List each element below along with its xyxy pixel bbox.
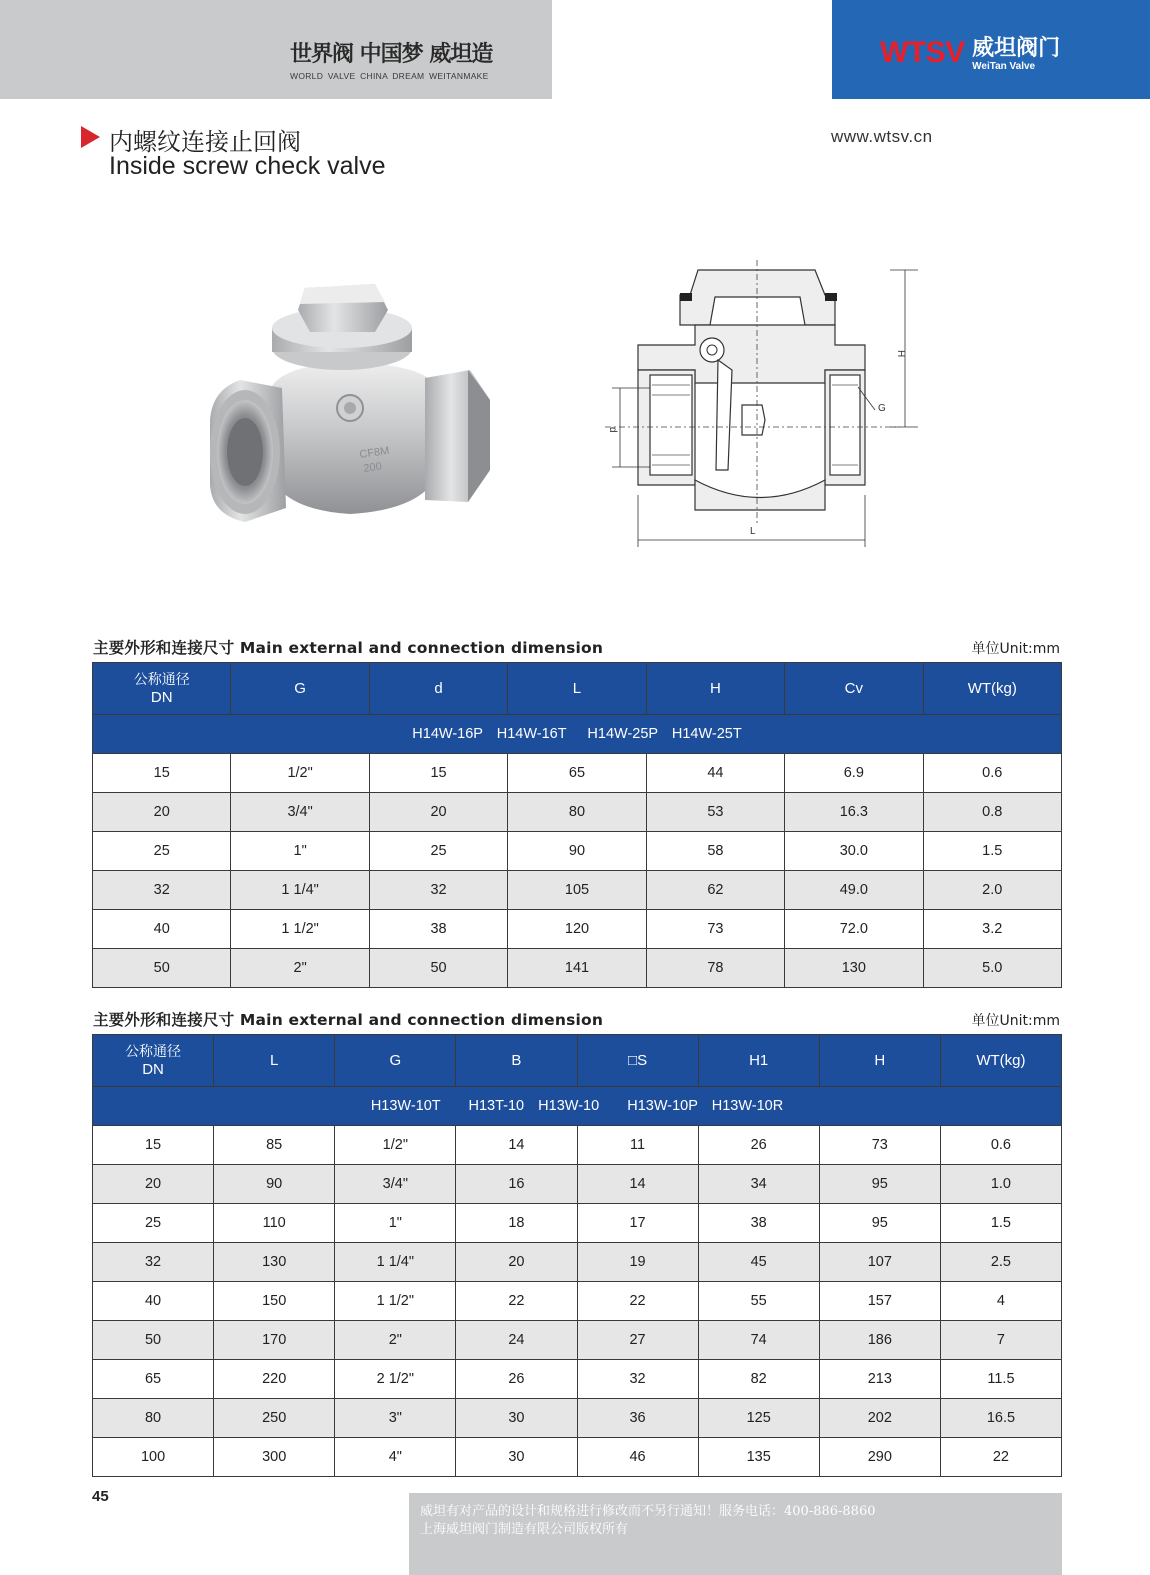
table-cell: 44 — [646, 754, 784, 793]
table-cell: 90 — [508, 832, 646, 871]
valve-photo — [200, 270, 500, 540]
table-cell: 16 — [456, 1165, 577, 1204]
table-cell: 150 — [214, 1282, 335, 1321]
table-cell: 73 — [819, 1126, 940, 1165]
table-cell: 186 — [819, 1321, 940, 1360]
table-cell: 72.0 — [785, 910, 923, 949]
table-cell: 34 — [698, 1165, 819, 1204]
table-cell: 1 1/2" — [231, 910, 369, 949]
table-cell: 3.2 — [923, 910, 1061, 949]
slogan — [290, 37, 540, 81]
table-cell: 3" — [335, 1399, 456, 1438]
table-cell: 100 — [93, 1438, 214, 1477]
table-row — [93, 793, 1062, 832]
table-row — [93, 1399, 1062, 1438]
table1-body — [93, 754, 1062, 988]
table-cell: 1 1/2" — [335, 1282, 456, 1321]
table-row — [93, 1321, 1062, 1360]
dim-label-l: L — [750, 526, 756, 537]
table-row — [93, 1165, 1062, 1204]
dim-label-g: G — [878, 403, 886, 414]
table-cell: 2 1/2" — [335, 1360, 456, 1399]
model-numbers: H14W-16P H14W-16T H14W-25P H14W-25T — [93, 715, 1062, 754]
table-cell: 95 — [819, 1165, 940, 1204]
brand-name-english: WeiTan Valve — [972, 61, 1036, 72]
table-cell: 45 — [698, 1243, 819, 1282]
product-title-english: Inside screw check valve — [109, 152, 386, 180]
table-cell: 26 — [456, 1360, 577, 1399]
table-row — [93, 754, 1062, 793]
table-cell: 0.6 — [940, 1126, 1061, 1165]
table-cell: 1/2" — [231, 754, 369, 793]
table-cell: 141 — [508, 949, 646, 988]
table-cell: 16.3 — [785, 793, 923, 832]
column-header-dn-chinese: 公称通径 — [133, 671, 190, 688]
table-cell: 30 — [456, 1438, 577, 1477]
table-cell: 38 — [698, 1204, 819, 1243]
table-cell: 50 — [93, 1321, 214, 1360]
table-cell: 220 — [214, 1360, 335, 1399]
table-cell: 22 — [940, 1438, 1061, 1477]
table-cell: 7 — [940, 1321, 1061, 1360]
table-cell: 62 — [646, 871, 784, 910]
table-cell: 4" — [335, 1438, 456, 1477]
table-cell: 58 — [646, 832, 784, 871]
table-cell: 15 — [93, 754, 231, 793]
svg-text:CF8M: CF8M — [358, 444, 391, 461]
table-row — [93, 832, 1062, 871]
brand-wtsv: WTSV — [880, 36, 965, 69]
footer-notice-line2: 上海威坦阀门制造有限公司版权所有 — [420, 1522, 629, 1537]
table-cell: 130 — [214, 1243, 335, 1282]
header-slogan-band — [0, 0, 552, 99]
table-cell: 1.5 — [940, 1204, 1061, 1243]
table-cell: 15 — [93, 1126, 214, 1165]
table-cell: 26 — [698, 1126, 819, 1165]
table-cell: 2.5 — [940, 1243, 1061, 1282]
table-cell: 18 — [456, 1204, 577, 1243]
table-row — [93, 1438, 1062, 1477]
valve-section-drawing — [600, 255, 940, 555]
table-cell: 50 — [369, 949, 507, 988]
column-header: d — [369, 663, 507, 715]
table-cell: 290 — [819, 1438, 940, 1477]
table-cell: 30 — [456, 1399, 577, 1438]
table-row — [93, 1243, 1062, 1282]
table-cell: 65 — [93, 1360, 214, 1399]
table-cell: 0.6 — [923, 754, 1061, 793]
table-cell: 1 1/4" — [335, 1243, 456, 1282]
table-cell: 1 1/4" — [231, 871, 369, 910]
table1-unit: 单位Unit:mm — [971, 641, 1060, 657]
table-cell: 30.0 — [785, 832, 923, 871]
table-cell: 130 — [785, 949, 923, 988]
website-url: www.wtsv.cn — [831, 127, 933, 146]
brand-logo — [880, 36, 1060, 72]
table-cell: 6.9 — [785, 754, 923, 793]
column-header: L — [214, 1035, 335, 1087]
svg-text:200: 200 — [362, 460, 383, 475]
table-cell: 1.0 — [940, 1165, 1061, 1204]
table-cell: 55 — [698, 1282, 819, 1321]
table-cell: 24 — [456, 1321, 577, 1360]
table-cell: 49.0 — [785, 871, 923, 910]
table-row — [93, 1360, 1062, 1399]
table-cell: 157 — [819, 1282, 940, 1321]
table-cell: 25 — [93, 832, 231, 871]
table-row — [93, 1126, 1062, 1165]
table-cell: 1/2" — [335, 1126, 456, 1165]
table-cell: 105 — [508, 871, 646, 910]
table-cell: 90 — [214, 1165, 335, 1204]
brand-name — [972, 36, 1060, 72]
table-row — [93, 910, 1062, 949]
table2-heading: 主要外形和连接尺寸 Main external and connection dimension — [93, 1011, 604, 1029]
column-header-dn-english: DN — [150, 688, 173, 706]
table-cell: 17 — [577, 1204, 698, 1243]
title-arrow-icon — [81, 126, 100, 148]
table-cell: 25 — [93, 1204, 214, 1243]
table2-body — [93, 1126, 1062, 1477]
table-cell: 32 — [93, 871, 231, 910]
table-cell: 85 — [214, 1126, 335, 1165]
column-header: L — [508, 663, 646, 715]
column-header: □S — [577, 1035, 698, 1087]
table-cell: 32 — [93, 1243, 214, 1282]
table-cell: 80 — [93, 1399, 214, 1438]
table2-unit: 单位Unit:mm — [971, 1013, 1060, 1029]
table-row — [93, 949, 1062, 988]
table-cell: 22 — [577, 1282, 698, 1321]
table-cell: 46 — [577, 1438, 698, 1477]
table-cell: 78 — [646, 949, 784, 988]
column-header: B — [456, 1035, 577, 1087]
dim-label-h: H — [895, 350, 906, 358]
table-cell: 300 — [214, 1438, 335, 1477]
table-cell: 5.0 — [923, 949, 1061, 988]
column-header: H — [819, 1035, 940, 1087]
table-cell: 22 — [456, 1282, 577, 1321]
table-cell: 50 — [93, 949, 231, 988]
table-cell: 3/4" — [231, 793, 369, 832]
table-cell: 73 — [646, 910, 784, 949]
column-header-dn-english: DN — [142, 1060, 164, 1078]
table-cell: 250 — [214, 1399, 335, 1438]
model-row — [93, 1087, 1062, 1126]
table-cell: 20 — [369, 793, 507, 832]
column-header: H — [646, 663, 784, 715]
table-cell: 14 — [577, 1165, 698, 1204]
table-cell: 15 — [369, 754, 507, 793]
table-cell: 20 — [93, 1165, 214, 1204]
table-cell: 36 — [577, 1399, 698, 1438]
table-cell: 110 — [214, 1204, 335, 1243]
table-cell: 40 — [93, 910, 231, 949]
table-cell: 1" — [231, 832, 369, 871]
model-row — [93, 715, 1062, 754]
table-cell: 32 — [369, 871, 507, 910]
column-header: WT(kg) — [940, 1035, 1061, 1087]
header-brand-band — [832, 0, 1150, 99]
table-cell: 125 — [698, 1399, 819, 1438]
table-cell: 1" — [335, 1204, 456, 1243]
table-cell: 11 — [577, 1126, 698, 1165]
column-header-dn — [93, 1035, 214, 1087]
table-row — [93, 1204, 1062, 1243]
product-title-chinese: 内螺纹连接止回阀 — [109, 128, 301, 156]
column-header: G — [335, 1035, 456, 1087]
table-cell: 202 — [819, 1399, 940, 1438]
table-cell: 16.5 — [940, 1399, 1061, 1438]
column-header: WT(kg) — [923, 663, 1061, 715]
dimension-table-1 — [92, 662, 1062, 988]
page-number: 45 — [92, 1488, 109, 1505]
table-row — [93, 871, 1062, 910]
footer-notice — [409, 1493, 1062, 1575]
table-cell: 120 — [508, 910, 646, 949]
table-cell: 2" — [231, 949, 369, 988]
table1-heading: 主要外形和连接尺寸 Main external and connection dimension — [93, 639, 604, 657]
table-cell: 27 — [577, 1321, 698, 1360]
table-cell: 14 — [456, 1126, 577, 1165]
table-cell: 82 — [698, 1360, 819, 1399]
table-row — [93, 1282, 1062, 1321]
column-header-dn — [93, 663, 231, 715]
table-cell: 80 — [508, 793, 646, 832]
table-cell: 11.5 — [940, 1360, 1061, 1399]
table-header-row — [93, 663, 1062, 715]
slogan-english: WORLD VALVE CHINA DREAM WEITANMAKE — [290, 71, 489, 81]
dimension-table-2 — [92, 1034, 1062, 1477]
dim-label-d: d — [607, 427, 618, 433]
table-cell: 25 — [369, 832, 507, 871]
column-header: G — [231, 663, 369, 715]
table-cell: 19 — [577, 1243, 698, 1282]
table-header-row — [93, 1035, 1062, 1087]
column-header-dn-chinese: 公称通径 — [125, 1043, 182, 1060]
table-cell: 1.5 — [923, 832, 1061, 871]
table-cell: 65 — [508, 754, 646, 793]
table-cell: 170 — [214, 1321, 335, 1360]
slogan-chinese: 世界阀 中国梦 威坦造 — [290, 42, 493, 67]
table-cell: 4 — [940, 1282, 1061, 1321]
table-cell: 40 — [93, 1282, 214, 1321]
model-numbers: H13W-10T H13T-10 H13W-10 H13W-10P H13W-10R — [93, 1087, 1062, 1126]
table-cell: 135 — [698, 1438, 819, 1477]
column-header: H1 — [698, 1035, 819, 1087]
table-cell: 74 — [698, 1321, 819, 1360]
table-cell: 3/4" — [335, 1165, 456, 1204]
table-cell: 107 — [819, 1243, 940, 1282]
table-cell: 20 — [456, 1243, 577, 1282]
footer-notice-line1: 威坦有对产品的设计和规格进行修改而不另行通知！服务电话：400-886-8860 — [420, 1504, 876, 1519]
table-cell: 2.0 — [923, 871, 1061, 910]
table-cell: 38 — [369, 910, 507, 949]
table-cell: 2" — [335, 1321, 456, 1360]
table-cell: 32 — [577, 1360, 698, 1399]
column-header: Cv — [785, 663, 923, 715]
table-cell: 20 — [93, 793, 231, 832]
table-cell: 95 — [819, 1204, 940, 1243]
table-cell: 213 — [819, 1360, 940, 1399]
table-cell: 0.8 — [923, 793, 1061, 832]
brand-name-chinese: 威坦阀门 — [972, 36, 1061, 61]
table-cell: 53 — [646, 793, 784, 832]
